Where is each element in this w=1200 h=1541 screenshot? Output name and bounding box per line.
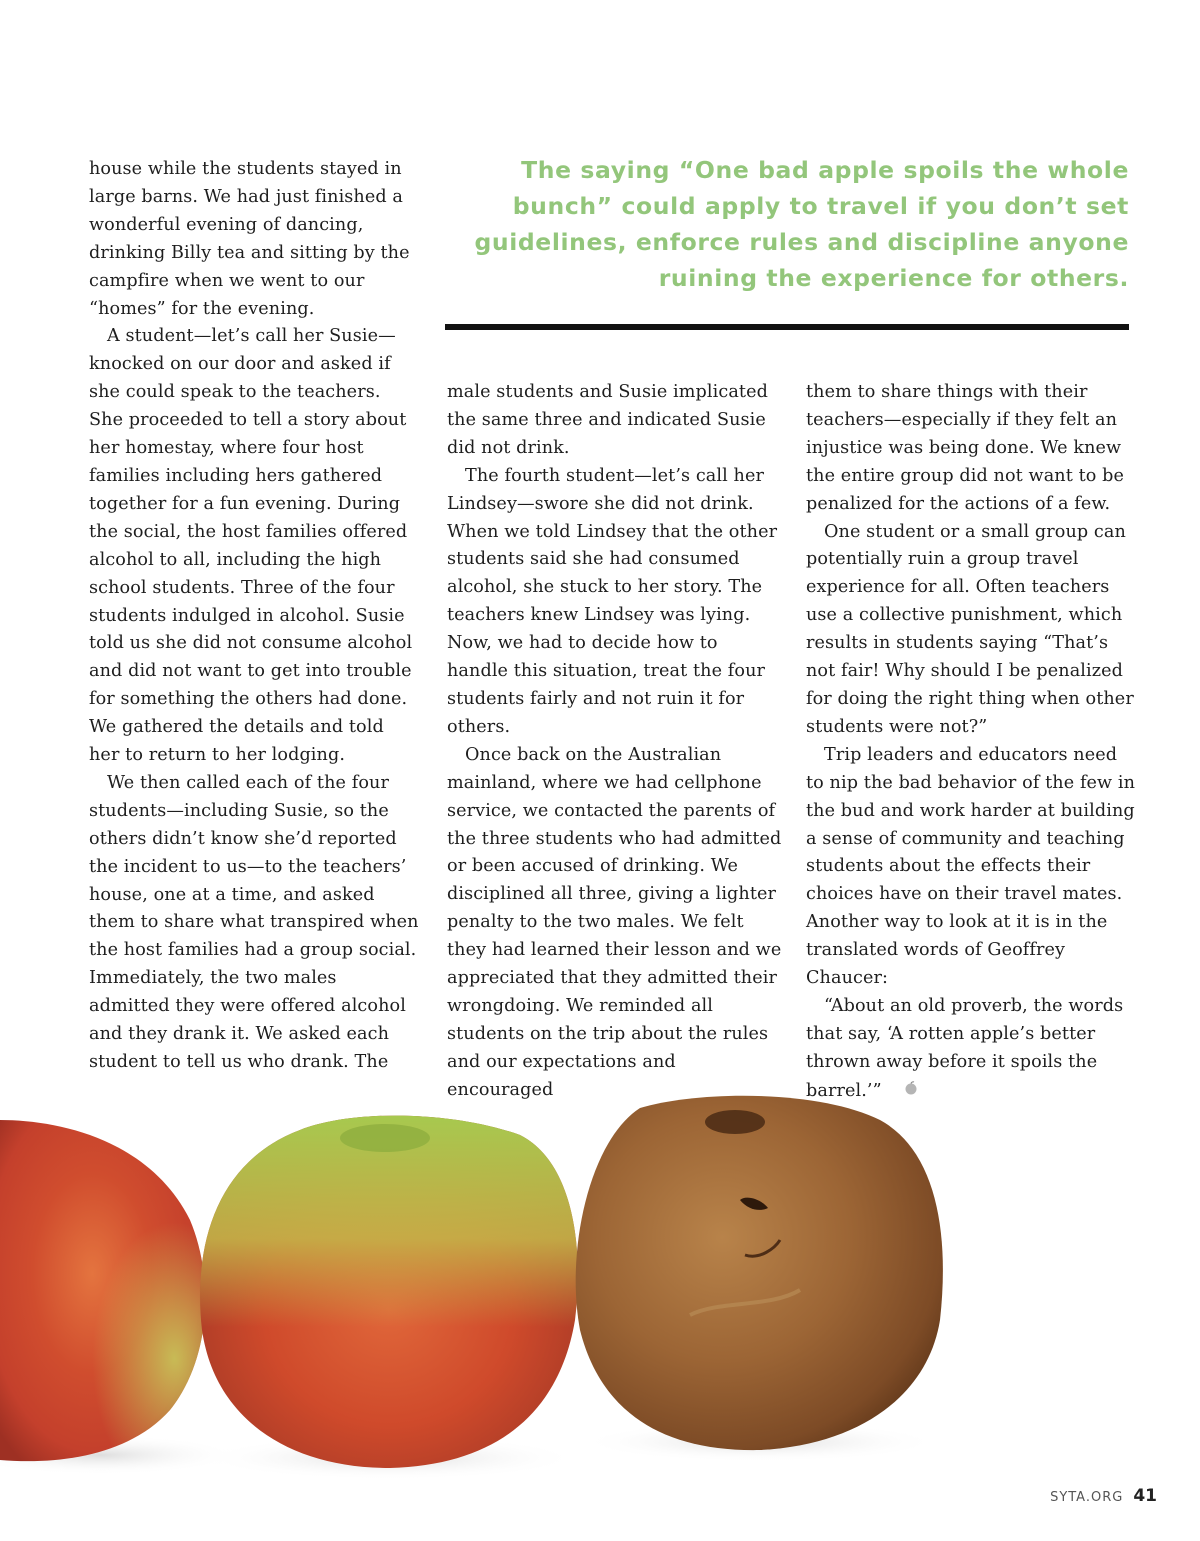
- site-url: SYTA.ORG: [1050, 1490, 1124, 1505]
- paragraph: One student or a small group can potentially ruin a group travel experience for all. Often teachers use a collective punishment, which results in students saying “That’s not fair! Why should I be penalized for doing the right thing when other students were not?”: [806, 521, 1134, 737]
- divider-rule: [445, 324, 1129, 330]
- article-column-2: [447, 379, 782, 1105]
- paragraph: We then called each of the four students—including Susie, so the others didn’t know she’d reported the incident to us—to the teachers’ house, one at a time, and asked them to share what transpired when the host families had a group social. Immediately, the two males admitted they were offered alcohol and they drank it. We asked each student to tell us who drank. The: [89, 772, 419, 1072]
- apples-photo: [0, 1080, 1200, 1480]
- article-column-1: [89, 156, 419, 1077]
- paragraph: them to share things with their teachers—especially if they felt an injustice was being done. We knew the entire group did not want to be penalized for the actions of a few.: [806, 382, 1125, 514]
- paragraph: Trip leaders and educators need to nip the bad behavior of the few in the bud and work harder at building a sense of community and teaching students about the effects their choices have on their travel mates. Another way to look at it is in the translated words of Geoffrey Chaucer:: [806, 744, 1136, 989]
- article-column-3: [806, 379, 1138, 1106]
- paragraph: male students and Susie implicated the same three and indicated Susie did not drink.: [447, 382, 768, 458]
- paragraph: Once back on the Australian mainland, where we had cellphone service, we contacted the parents of the three students who had admitted or been accused of drinking. We disciplined all three, giving a lighter penalty to the two males. We felt they had learned their lesson and we appreciated that they admitted their wrongdoing. We reminded all students on the trip about the rules and our expectations and encouraged: [447, 744, 782, 1100]
- paragraph: The fourth student—let’s call her Lindsey—swore she did not drink. When we told Lindsey that the other students said she had consumed alcohol, she stuck to her story. The teachers knew Lindsey was lying. Now, we had to decide how to handle this situation, treat the four students fairly and not ruin it for others.: [447, 465, 778, 737]
- paragraph: A student—let’s call her Susie—knocked on our door and asked if she could speak to the teachers. She proceeded to tell a story about her homestay, where four host families including hers gathered together for a fun evening. During the social, the host families offered alcohol to all, including the high school students. Three of the four students indulged in alcohol. Susie told us she did not consume alcohol and did not want to get into trouble for something the others had done. We gathered the details and told her to return to her lodging.: [89, 326, 413, 766]
- pull-quote: The saying “One bad apple spoils the whole bunch” could apply to travel if you don’t set guidelines, enforce rules and discipline anyone ruining the experience for others.: [474, 156, 1129, 292]
- page-footer: [1050, 1486, 1157, 1506]
- paragraph: house while the students stayed in large barns. We had just finished a wonderful evening of dancing, drinking Billy tea and sitting by the campfire when we went to our “homes” for the evening.: [89, 159, 410, 319]
- page-number: 41: [1133, 1486, 1157, 1506]
- closing-quote: “About an old proverb, the words that say, ‘A rotten apple’s better thrown away before it spoils the barrel.’”: [806, 995, 1124, 1101]
